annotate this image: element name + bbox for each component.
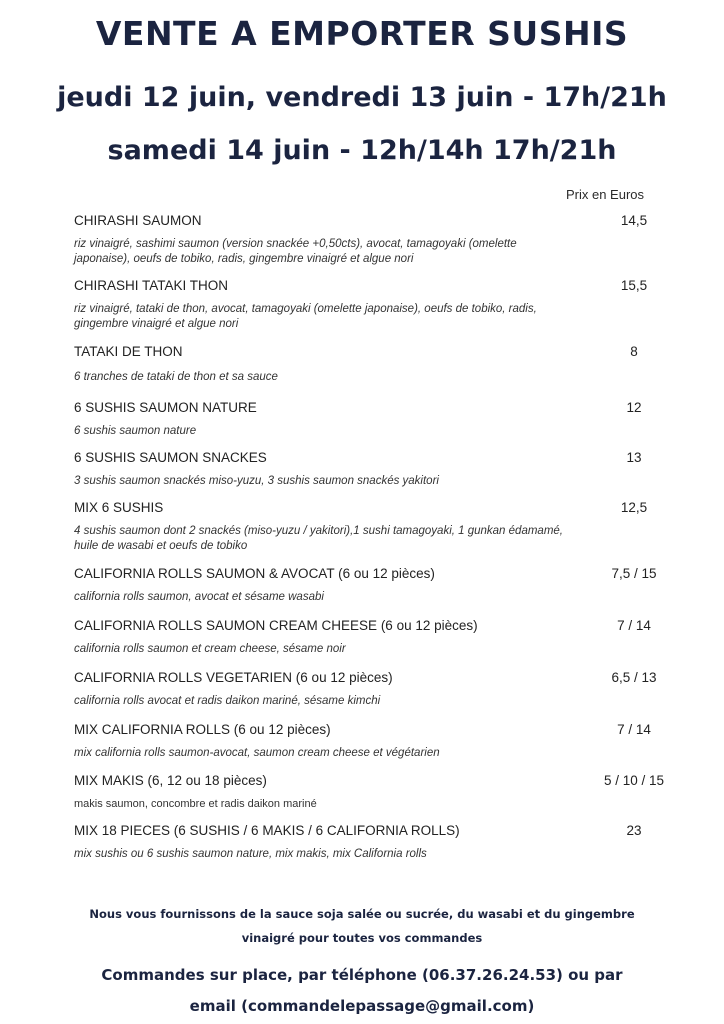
item-price: 7 / 14: [617, 618, 651, 633]
item-price: 14,5: [620, 213, 648, 228]
note-line-1: Nous vous fournissons de la sauce soja salée ou sucrée, du wasabi et du gingembre: [89, 907, 635, 921]
item-description: mix sushis ou 6 sushis saumon nature, mix makis, mix California rolls: [74, 848, 427, 860]
dates-line-2: samedi 14 juin - 12h/14h 17h/21h: [107, 135, 617, 166]
item-price: 7 / 14: [617, 722, 651, 737]
item-name: MIX 18 PIECES (6 SUSHIS / 6 MAKIS / 6 CALIFORNIA ROLLS): [74, 823, 460, 838]
item-name: CALIFORNIA ROLLS SAUMON CREAM CHEESE (6 ou 12 pièces): [74, 618, 478, 633]
item-description: 4 sushis saumon dont 2 snackés (miso-yuzu / yakitori),1 sushi tamagoyaki, 1 gunkan édamamé, huile de wasabi et oeufs de tobiko: [74, 525, 563, 552]
item-name: MIX CALIFORNIA ROLLS (6 ou 12 pièces): [74, 722, 331, 737]
item-price: 12: [626, 400, 642, 415]
menu-item-6-sushis-saumon-snackes: [74, 450, 664, 489]
item-name: TATAKI DE THON: [74, 344, 183, 359]
dates-line-1: jeudi 12 juin, vendredi 13 juin - 17h/21h: [57, 82, 667, 113]
item-description: riz vinaigré, tataki de thon, avocat, tamagoyaki (omelette japonaise), oeufs de tobiko, radis, gingembre vinaigré et algue nori: [74, 303, 537, 330]
item-name: CHIRASHI TATAKI THON: [74, 278, 229, 293]
item-name: CALIFORNIA ROLLS SAUMON & AVOCAT (6 ou 12 pièces): [74, 566, 435, 581]
menu-item-chirashi-saumon: [74, 213, 664, 267]
order-contact: [0, 960, 724, 1022]
item-description: riz vinaigré, sashimi saumon (version snackée +0,50cts), avocat, tamagoyaki (omelette japonaise), oeufs de tobiko, radis, gingembre vinaigré et algue nori: [74, 238, 517, 265]
item-description: makis saumon, concombre et radis daikon mariné: [74, 798, 317, 810]
item-price: 23: [626, 823, 642, 838]
menu-item-chirashi-tataki-thon: [74, 278, 664, 332]
item-price: 7,5 / 15: [611, 566, 657, 581]
menu-item-tataki-de-thon: [74, 344, 664, 385]
item-description: 3 sushis saumon snackés miso-yuzu, 3 sushis saumon snackés yakitori: [74, 475, 439, 487]
menu-item-mix-california-rolls: [74, 722, 664, 761]
item-description: california rolls saumon et cream cheese, sésame noir: [74, 643, 346, 655]
contact-line-2: email (commandelepassage@gmail.com): [189, 997, 535, 1015]
item-price: 12,5: [620, 500, 648, 515]
page-title: VENTE A EMPORTER SUSHIS: [95, 14, 629, 53]
item-name: 6 SUSHIS SAUMON SNACKES: [74, 450, 267, 465]
item-name: CHIRASHI SAUMON: [74, 213, 202, 228]
menu-item-6-sushis-saumon-nature: [74, 400, 664, 439]
menu-item-california-saumon-avocat: [74, 566, 664, 605]
item-description: 6 tranches de tataki de thon et sa sauce: [74, 371, 278, 383]
item-price: 6,5 / 13: [611, 670, 657, 685]
item-description: mix california rolls saumon-avocat, saumon cream cheese et végétarien: [74, 747, 440, 759]
item-name: MIX 6 SUSHIS: [74, 500, 164, 515]
menu-item-mix-6-sushis: [74, 500, 664, 554]
menu-item-mix-18-pieces: [74, 823, 664, 862]
price-column-header: Prix en Euros: [565, 187, 645, 202]
item-price: 15,5: [620, 278, 648, 293]
item-price: 5 / 10 / 15: [604, 773, 665, 788]
item-description: 6 sushis saumon nature: [74, 425, 197, 437]
menu-item-mix-makis: [74, 773, 664, 812]
item-price: 13: [626, 450, 642, 465]
menu-item-california-vegetarien: [74, 670, 664, 709]
note-line-2: vinaigré pour toutes vos commandes: [241, 931, 483, 945]
item-name: MIX MAKIS (6, 12 ou 18 pièces): [74, 773, 267, 788]
item-description: california rolls saumon, avocat et sésame wasabi: [74, 591, 324, 603]
condiments-note: [0, 902, 724, 950]
item-description: california rolls avocat et radis daikon mariné, sésame kimchi: [74, 695, 381, 707]
item-price: 8: [630, 344, 638, 359]
menu-item-california-cream-cheese: [74, 618, 664, 657]
item-name: 6 SUSHIS SAUMON NATURE: [74, 400, 257, 415]
contact-line-1: Commandes sur place, par téléphone (06.37.26.24.53) ou par: [101, 966, 623, 984]
item-name: CALIFORNIA ROLLS VEGETARIEN (6 ou 12 pièces): [74, 670, 393, 685]
